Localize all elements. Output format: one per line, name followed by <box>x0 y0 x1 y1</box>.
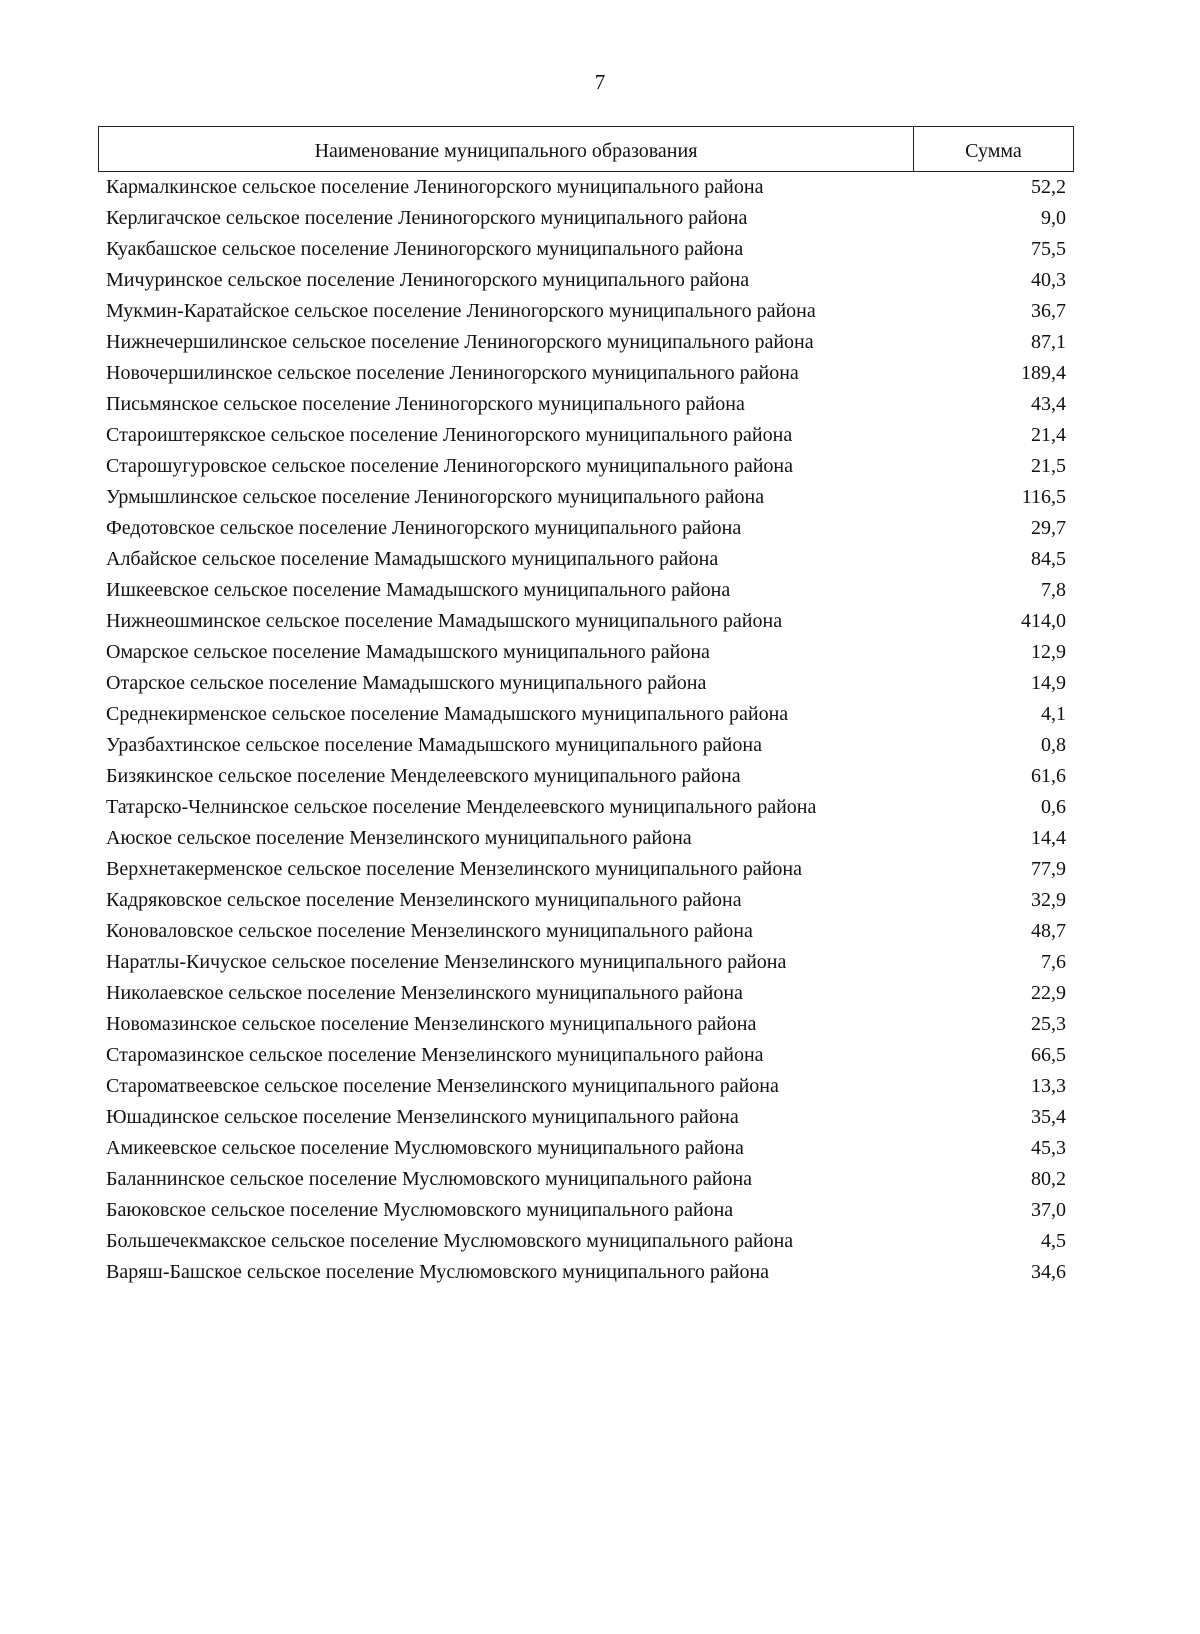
row-name: Новочершилинское сельское поселение Лениногорского муниципального района <box>106 362 799 384</box>
table-row <box>106 670 1066 701</box>
row-sum: 21,4 <box>1031 424 1066 446</box>
table-row <box>106 267 1066 298</box>
row-name: Отарское сельское поселение Мамадышского муниципального района <box>106 672 707 694</box>
table-row <box>106 546 1066 577</box>
table-row <box>106 856 1066 887</box>
row-sum: 0,6 <box>1041 796 1066 818</box>
row-name: Ишкеевское сельское поселение Мамадышского муниципального района <box>106 579 731 601</box>
row-sum: 37,0 <box>1031 1199 1066 1221</box>
table-row <box>106 1011 1066 1042</box>
row-name: Урмышлинское сельское поселение Лениногорского муниципального района <box>106 486 765 508</box>
row-name: Керлигачское сельское поселение Лениногорского муниципального района <box>106 207 748 229</box>
row-name: Амикеевское сельское поселение Муслюмовского муниципального района <box>106 1137 744 1159</box>
table-header <box>98 126 1074 172</box>
row-sum: 48,7 <box>1031 920 1066 942</box>
row-sum: 84,5 <box>1031 548 1066 570</box>
table-row <box>106 174 1066 205</box>
row-sum: 35,4 <box>1031 1106 1066 1128</box>
row-name: Староиштерякское сельское поселение Лениногорского муниципального района <box>106 424 793 446</box>
table-row <box>106 608 1066 639</box>
table-row <box>106 825 1066 856</box>
row-sum: 45,3 <box>1031 1137 1066 1159</box>
row-name: Верхнетакерменское сельское поселение Мензелинского муниципального района <box>106 858 802 880</box>
table-body <box>106 174 1066 1290</box>
table-row <box>106 1104 1066 1135</box>
row-sum: 52,2 <box>1031 176 1066 198</box>
table-row <box>106 329 1066 360</box>
row-name: Среднекирменское сельское поселение Мамадышского муниципального района <box>106 703 789 725</box>
row-sum: 7,8 <box>1041 579 1066 601</box>
table-row <box>106 1073 1066 1104</box>
table-row <box>106 515 1066 546</box>
table-row <box>106 1135 1066 1166</box>
table-row <box>106 1259 1066 1290</box>
row-name: Мукмин-Каратайское сельское поселение Лениногорского муниципального района <box>106 300 816 322</box>
row-name: Албайское сельское поселение Мамадышского муниципального района <box>106 548 719 570</box>
row-sum: 4,1 <box>1041 703 1066 725</box>
row-sum: 40,3 <box>1031 269 1066 291</box>
row-name: Кадряковское сельское поселение Мензелинского муниципального района <box>106 889 742 911</box>
table-row <box>106 980 1066 1011</box>
row-sum: 189,4 <box>1021 362 1066 384</box>
row-sum: 116,5 <box>1021 486 1066 508</box>
table-row <box>106 298 1066 329</box>
table-row <box>106 236 1066 267</box>
column-header-name: Наименование муниципального образования <box>99 127 914 171</box>
row-name: Староматвеевское сельское поселение Мензелинского муниципального района <box>106 1075 779 1097</box>
row-sum: 32,9 <box>1031 889 1066 911</box>
row-name: Нижнеошминское сельское поселение Мамадышского муниципального района <box>106 610 783 632</box>
row-name: Юшадинское сельское поселение Мензелинского муниципального района <box>106 1106 739 1128</box>
row-name: Старомазинское сельское поселение Мензелинского муниципального района <box>106 1044 764 1066</box>
row-sum: 87,1 <box>1031 331 1066 353</box>
table-row <box>106 453 1066 484</box>
row-name: Нижнечершилинское сельское поселение Лениногорского муниципального района <box>106 331 814 353</box>
row-name: Омарское сельское поселение Мамадышского муниципального района <box>106 641 710 663</box>
table-row <box>106 918 1066 949</box>
row-name: Кармалкинское сельское поселение Лениногорского муниципального района <box>106 176 764 198</box>
row-name: Наратлы-Кичуское сельское поселение Мензелинского муниципального района <box>106 951 787 973</box>
row-sum: 43,4 <box>1031 393 1066 415</box>
row-sum: 75,5 <box>1031 238 1066 260</box>
table-row <box>106 1042 1066 1073</box>
row-sum: 77,9 <box>1031 858 1066 880</box>
table-row <box>106 391 1066 422</box>
row-sum: 4,5 <box>1041 1230 1066 1252</box>
column-header-sum: Сумма <box>965 139 1022 162</box>
row-sum: 13,3 <box>1031 1075 1066 1097</box>
row-sum: 21,5 <box>1031 455 1066 477</box>
row-name: Новомазинское сельское поселение Мензелинского муниципального района <box>106 1013 757 1035</box>
table-row <box>106 577 1066 608</box>
row-sum: 61,6 <box>1031 765 1066 787</box>
row-sum: 0,8 <box>1041 734 1066 756</box>
table-row <box>106 1197 1066 1228</box>
row-name: Письмянское сельское поселение Лениногорского муниципального района <box>106 393 745 415</box>
row-name: Аюское сельское поселение Мензелинского муниципального района <box>106 827 692 849</box>
page-number: 7 <box>594 70 606 94</box>
row-name: Николаевское сельское поселение Мензелинского муниципального района <box>106 982 743 1004</box>
row-name: Баланнинское сельское поселение Муслюмовского муниципального района <box>106 1168 753 1190</box>
row-name: Мичуринское сельское поселение Лениногорского муниципального района <box>106 269 750 291</box>
table-row <box>106 949 1066 980</box>
row-name: Федотовское сельское поселение Лениногорского муниципального района <box>106 517 742 539</box>
row-name: Коноваловское сельское поселение Мензелинского муниципального района <box>106 920 753 942</box>
row-name: Куакбашское сельское поселение Лениногорского муниципального района <box>106 238 744 260</box>
row-sum: 414,0 <box>1021 610 1066 632</box>
table-row <box>106 732 1066 763</box>
row-sum: 12,9 <box>1031 641 1066 663</box>
row-name: Баюковское сельское поселение Муслюмовского муниципального района <box>106 1199 734 1221</box>
row-sum: 14,4 <box>1031 827 1066 849</box>
row-name: Старошугуровское сельское поселение Лениногорского муниципального района <box>106 455 794 477</box>
table-row <box>106 639 1066 670</box>
row-sum: 7,6 <box>1041 951 1066 973</box>
table-row <box>106 484 1066 515</box>
table-row <box>106 205 1066 236</box>
row-sum: 34,6 <box>1031 1261 1066 1283</box>
row-sum: 9,0 <box>1041 207 1066 229</box>
row-name: Татарско-Челнинское сельское поселение Менделеевского муниципального района <box>106 796 817 818</box>
table-row <box>106 1166 1066 1197</box>
row-sum: 25,3 <box>1031 1013 1066 1035</box>
table-row <box>106 794 1066 825</box>
table-row <box>106 701 1066 732</box>
row-sum: 36,7 <box>1031 300 1066 322</box>
row-name: Уразбахтинское сельское поселение Мамадышского муниципального района <box>106 734 762 756</box>
row-sum: 14,9 <box>1031 672 1066 694</box>
table-row <box>106 887 1066 918</box>
row-name: Большечекмакское сельское поселение Муслюмовского муниципального района <box>106 1230 794 1252</box>
row-name: Бизякинское сельское поселение Менделеевского муниципального района <box>106 765 741 787</box>
table-row <box>106 1228 1066 1259</box>
row-sum: 80,2 <box>1031 1168 1066 1190</box>
table-row <box>106 763 1066 794</box>
row-name: Варяш-Башское сельское поселение Муслюмовского муниципального района <box>106 1261 770 1283</box>
table-row <box>106 360 1066 391</box>
table-row <box>106 422 1066 453</box>
row-sum: 22,9 <box>1031 982 1066 1004</box>
row-sum: 29,7 <box>1031 517 1066 539</box>
row-sum: 66,5 <box>1031 1044 1066 1066</box>
